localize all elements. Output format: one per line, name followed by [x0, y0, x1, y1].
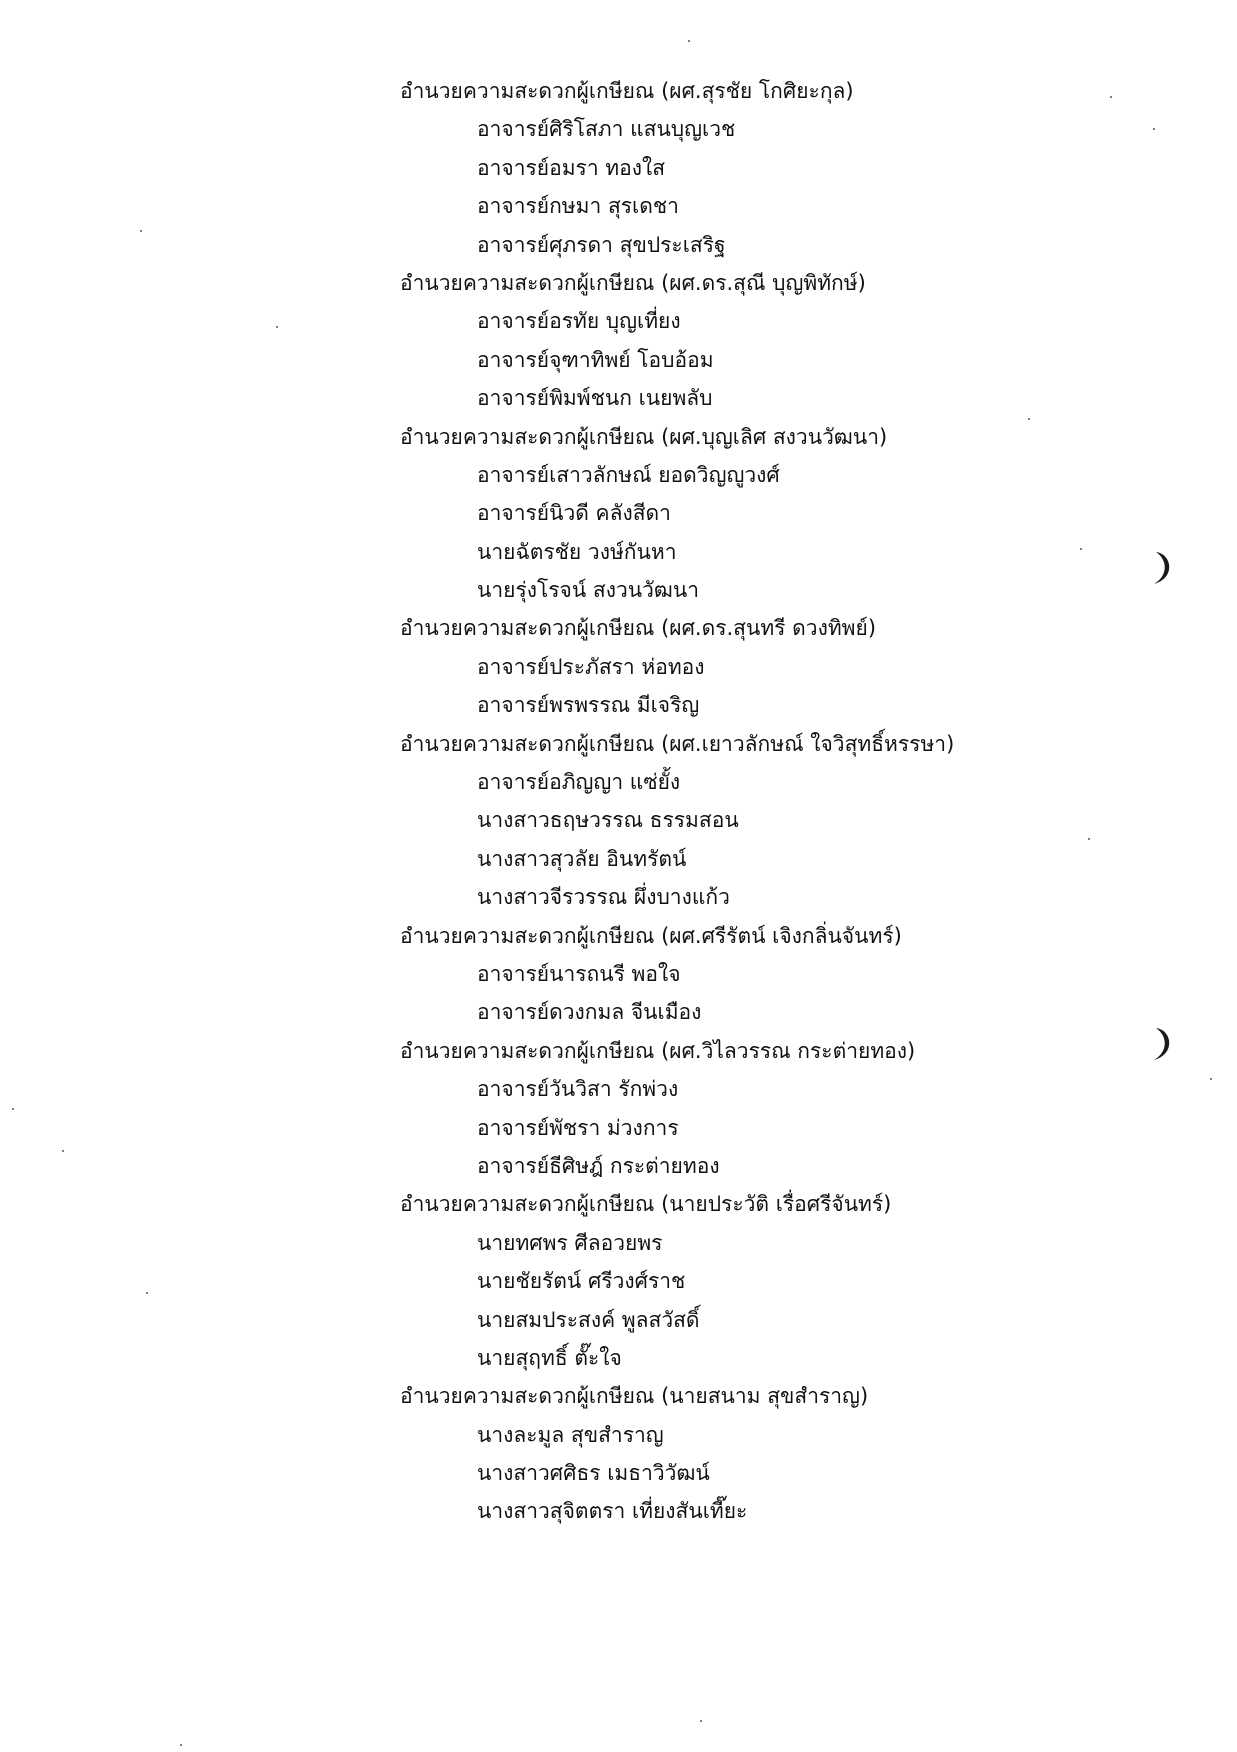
- member-name: อาจารย์พัชรา ม่วงการ: [477, 1115, 679, 1140]
- group-4: [400, 609, 1020, 724]
- member-name: นายสุฤทธิ์ ตั๊ะใจ: [477, 1345, 622, 1370]
- group-header: อำนวยความสะดวกผู้เกษียณ (ผศ.ดร.สุณี บุญพิทักษ์): [400, 270, 866, 295]
- group-1: [400, 72, 1020, 264]
- scan-speck: [700, 1720, 702, 1722]
- member-name: อาจารย์ธีศิษฎ์ กระต่ายทอง: [477, 1153, 720, 1178]
- punch-hole-mark: [1142, 548, 1180, 588]
- group-8: [400, 1185, 1020, 1377]
- scan-speck: [276, 326, 278, 328]
- member-name: อาจารย์อมรา ทองใส: [477, 155, 666, 180]
- scan-speck: [146, 1292, 148, 1294]
- scan-speck: [180, 1744, 182, 1746]
- member-name: นางสาวสุวลัย อินทรัตน์: [477, 846, 687, 871]
- punch-hole-mark: [1142, 1024, 1180, 1064]
- group-3: [400, 418, 1020, 610]
- member-name: นายชัยรัตน์ ศรีวงศ์ราช: [477, 1269, 686, 1294]
- group-header: อำนวยความสะดวกผู้เกษียณ (นายประวัติ เรื่อศรีจันทร์): [400, 1192, 892, 1217]
- member-name: อาจารย์นิวดี คลังสีดา: [477, 501, 671, 526]
- scan-speck: [1080, 548, 1082, 550]
- group-2: [400, 264, 1020, 418]
- group-9: [400, 1377, 1020, 1531]
- group-7: [400, 1032, 1020, 1186]
- group-header: อำนวยความสะดวกผู้เกษียณ (ผศ.ศรีรัตน์ เจิงกลิ่นจันทร์): [400, 923, 902, 948]
- member-name: นางละมูล สุขสำราญ: [477, 1422, 664, 1447]
- group-header: อำนวยความสะดวกผู้เกษียณ (ผศ.เยาวลักษณ์ ใจวิสุทธิ์หรรษา): [400, 731, 955, 756]
- group-header: อำนวยความสะดวกผู้เกษียณ (นายสนาม สุขสำราญ): [400, 1384, 869, 1409]
- scan-speck: [1028, 418, 1030, 420]
- group-5: [400, 725, 1020, 917]
- member-name: อาจารย์กษมา สุรเดชา: [477, 194, 679, 219]
- scan-speck: [12, 1108, 14, 1110]
- scan-speck: [62, 1150, 64, 1152]
- member-name: อาจารย์วันวิสา รักพ่วง: [477, 1077, 679, 1102]
- group-6: [400, 917, 1020, 1032]
- group-header: อำนวยความสะดวกผู้เกษียณ (ผศ.วิไลวรรณ กระต่ายทอง): [400, 1038, 916, 1063]
- member-name: อาจารย์ศุภรดา สุขประเสริฐ: [477, 232, 726, 257]
- member-name: นางสาวจีรวรรณ ผึ่งบางแก้ว: [477, 885, 730, 910]
- member-name: อาจารย์ศิริโสภา แสนบุญเวช: [477, 117, 736, 142]
- member-name: นายฉัตรชัย วงษ์กันหา: [477, 539, 677, 564]
- member-name: นางสาวสุจิตตรา เที่ยงสันเที๊ยะ: [477, 1499, 748, 1524]
- member-name: อาจารย์พรพรรณ มีเจริญ: [477, 693, 700, 718]
- member-name: นายรุ่งโรจน์ สงวนวัฒนา: [477, 578, 700, 603]
- scan-speck: [1088, 838, 1090, 840]
- group-header: อำนวยความสะดวกผู้เกษียณ (ผศ.บุญเลิศ สงวนวัฒนา): [400, 424, 888, 449]
- member-name: นายสมประสงค์ พูลสวัสดิ์: [477, 1307, 700, 1332]
- member-name: นายทศพร ศีลอวยพร: [477, 1230, 663, 1255]
- member-name: อาจารย์ดวงกมล จีนเมือง: [477, 1000, 702, 1025]
- member-name: นางสาวธฤษวรรณ ธรรมสอน: [477, 808, 739, 833]
- member-name: อาจารย์ประภัสรา ห่อทอง: [477, 654, 705, 679]
- member-name: อาจารย์นารถนรี พอใจ: [477, 961, 681, 986]
- member-name: อาจารย์พิมพ์ชนก เนยพลับ: [477, 386, 713, 411]
- group-header: อำนวยความสะดวกผู้เกษียณ (ผศ.สุรชัย โกศิยะกุล): [400, 79, 854, 103]
- scan-speck: [140, 230, 142, 232]
- scan-speck: [1110, 96, 1112, 98]
- scan-speck: [688, 40, 690, 42]
- member-name: นางสาวศศิธร เมธาวิวัฒน์: [477, 1461, 710, 1486]
- member-name: อาจารย์อภิญญา แซ่ยั้ง: [477, 770, 681, 795]
- scan-speck: [1153, 128, 1155, 130]
- assignment-list: [400, 72, 1020, 1531]
- member-name: อาจารย์จุฑาทิพย์ โอบอ้อม: [477, 347, 714, 372]
- member-name: อาจารย์เสาวลักษณ์ ยอดวิญญูวงศ์: [477, 462, 780, 487]
- member-name: อาจารย์อรทัย บุญเที่ยง: [477, 309, 681, 334]
- group-header: อำนวยความสะดวกผู้เกษียณ (ผศ.ดร.สุนทรี ดวงทิพย์): [400, 616, 877, 641]
- scan-speck: [1210, 1078, 1212, 1080]
